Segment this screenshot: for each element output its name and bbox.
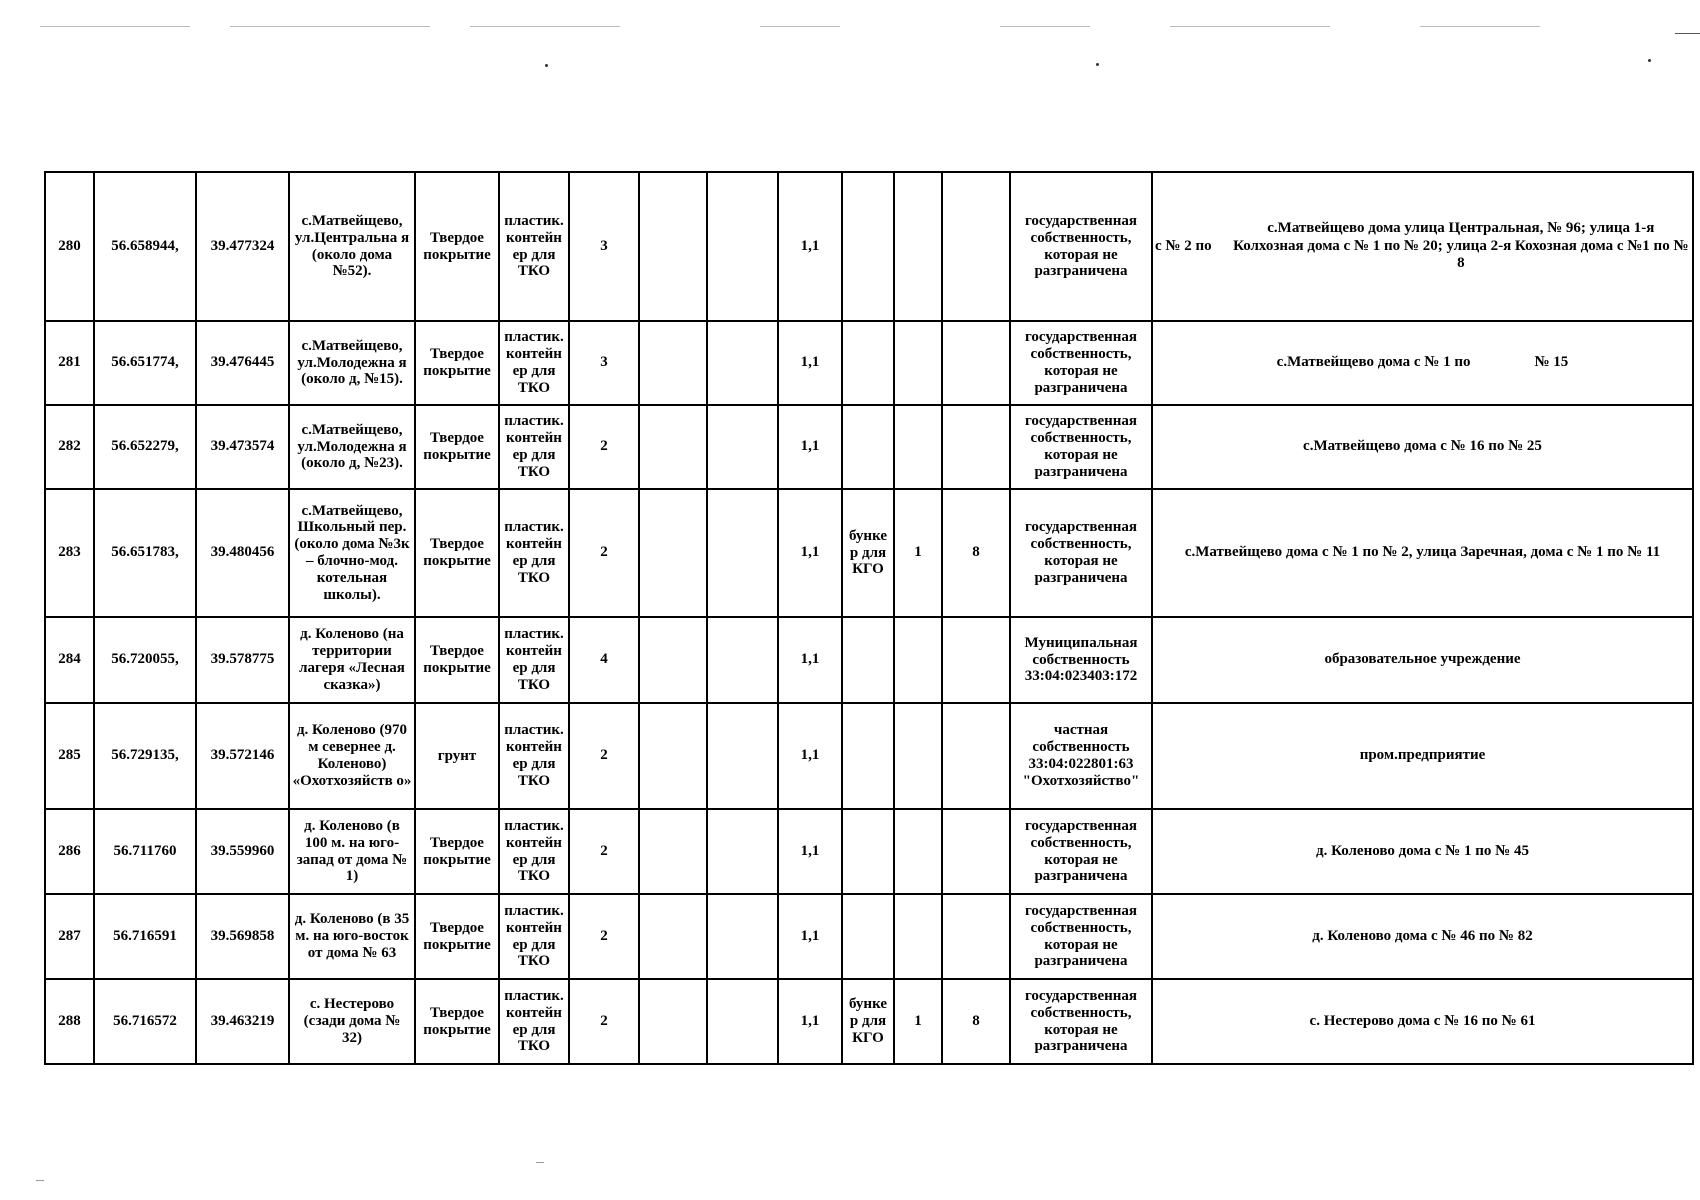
longitude: 39.569858 <box>196 894 289 979</box>
empty-cell <box>707 979 778 1064</box>
kgo-type <box>842 703 894 809</box>
surface-type: Твердое покрытие <box>415 617 499 703</box>
latitude: 56.716591 <box>94 894 196 979</box>
longitude: 39.473574 <box>196 405 289 489</box>
ownership: государственная собственность, которая не разграничена <box>1010 809 1152 894</box>
kgo-count <box>894 809 942 894</box>
table-row <box>45 894 1693 979</box>
kgo-volume <box>942 809 1010 894</box>
served-objects: д. Коленово дома с № 46 по № 82 <box>1152 894 1693 979</box>
scan-artifact <box>40 26 190 27</box>
site-address: с.Матвейщево, ул.Молодежна я (около д, №23). <box>289 405 415 489</box>
table-row <box>45 809 1693 894</box>
surface-type: Твердое покрытие <box>415 489 499 617</box>
container-count: 4 <box>569 617 639 703</box>
ownership: государственная собственность, которая не разграничена <box>1010 979 1152 1064</box>
kgo-volume: 8 <box>942 489 1010 617</box>
longitude: 39.477324 <box>196 172 289 321</box>
row-number: 288 <box>45 979 94 1064</box>
container-type: пластик. контейн ер для ТКО <box>499 405 569 489</box>
container-count: 3 <box>569 172 639 321</box>
container-volume: 1,1 <box>778 809 842 894</box>
container-type: пластик. контейн ер для ТКО <box>499 489 569 617</box>
container-count: 2 <box>569 489 639 617</box>
table-row <box>45 489 1693 617</box>
empty-cell <box>707 321 778 405</box>
longitude: 39.578775 <box>196 617 289 703</box>
served-objects: д. Коленово дома с № 1 по № 45 <box>1152 809 1693 894</box>
row-number: 285 <box>45 703 94 809</box>
latitude: 56.651774, <box>94 321 196 405</box>
container-count: 2 <box>569 703 639 809</box>
site-address: д. Коленово (в 35 м. на юго-восток от дома № 63 <box>289 894 415 979</box>
container-count: 2 <box>569 979 639 1064</box>
row-number: 283 <box>45 489 94 617</box>
scan-artifact <box>1170 26 1330 27</box>
empty-cell <box>707 489 778 617</box>
longitude: 39.572146 <box>196 703 289 809</box>
latitude: 56.711760 <box>94 809 196 894</box>
served-text: с.Матвейщево дома улица Центральная, № 96; улица 1-я Колхозная дома с № 1 по № 20; улица 2-я Кохозная дома с №1 по № 8 <box>1233 219 1689 272</box>
container-volume: 1,1 <box>778 405 842 489</box>
kgo-type: бунке р для КГО <box>842 489 894 617</box>
waste-sites-table <box>44 171 1694 1065</box>
table-row <box>45 172 1693 321</box>
site-address: с.Матвейщево, ул.Молодежна я (около д, №15). <box>289 321 415 405</box>
empty-cell <box>707 172 778 321</box>
container-volume: 1,1 <box>778 703 842 809</box>
container-volume: 1,1 <box>778 617 842 703</box>
container-type: пластик. контейн ер для ТКО <box>499 703 569 809</box>
site-address: д. Коленово (970 м севернее д. Коленово) «Охотхозяйств о» <box>289 703 415 809</box>
kgo-volume <box>942 321 1010 405</box>
longitude: 39.476445 <box>196 321 289 405</box>
surface-type: Твердое покрытие <box>415 979 499 1064</box>
latitude: 56.716572 <box>94 979 196 1064</box>
container-count: 2 <box>569 894 639 979</box>
kgo-volume <box>942 172 1010 321</box>
kgo-type <box>842 321 894 405</box>
empty-cell <box>639 617 707 703</box>
scan-artifact <box>1420 26 1540 27</box>
ownership: государственная собственность, которая не разграничена <box>1010 172 1152 321</box>
empty-cell <box>707 617 778 703</box>
surface-type: Твердое покрытие <box>415 321 499 405</box>
ownership: государственная собственность, которая не разграничена <box>1010 405 1152 489</box>
ownership: государственная собственность, которая не разграничена <box>1010 894 1152 979</box>
site-address: с.Матвейщево, Школьный пер. (около дома №3к – блочно-мод. котельная школы). <box>289 489 415 617</box>
served-text: с.Матвейщево дома с № 1 по <box>1276 354 1471 371</box>
empty-cell <box>639 979 707 1064</box>
kgo-count <box>894 894 942 979</box>
surface-type: Твердое покрытие <box>415 809 499 894</box>
kgo-count <box>894 172 942 321</box>
scan-artifact <box>1000 26 1090 27</box>
kgo-count: 1 <box>894 489 942 617</box>
container-type: пластик. контейн ер для ТКО <box>499 617 569 703</box>
empty-cell <box>639 703 707 809</box>
kgo-volume <box>942 405 1010 489</box>
kgo-type <box>842 894 894 979</box>
row-number: 280 <box>45 172 94 321</box>
served-objects: образовательное учреждение <box>1152 617 1693 703</box>
kgo-count <box>894 405 942 489</box>
container-type: пластик. контейн ер для ТКО <box>499 894 569 979</box>
row-number: 282 <box>45 405 94 489</box>
served-objects <box>1152 172 1693 321</box>
served-objects <box>1152 321 1693 405</box>
served-prefix: с № 2 по <box>1155 237 1212 254</box>
longitude: 39.463219 <box>196 979 289 1064</box>
served-objects: с.Матвейщево дома с № 16 по № 25 <box>1152 405 1693 489</box>
kgo-type: бунке р для КГО <box>842 979 894 1064</box>
kgo-type <box>842 809 894 894</box>
site-address: с. Нестерово (сзади дома № 32) <box>289 979 415 1064</box>
empty-cell <box>639 405 707 489</box>
row-number: 287 <box>45 894 94 979</box>
container-type: пластик. контейн ер для ТКО <box>499 321 569 405</box>
surface-type: Твердое покрытие <box>415 172 499 321</box>
kgo-count <box>894 703 942 809</box>
row-number: 281 <box>45 321 94 405</box>
served-objects: с. Нестерово дома с № 16 по № 61 <box>1152 979 1693 1064</box>
kgo-count <box>894 617 942 703</box>
kgo-count <box>894 321 942 405</box>
surface-type: грунт <box>415 703 499 809</box>
empty-cell <box>639 809 707 894</box>
table-row <box>45 405 1693 489</box>
scan-artifact <box>536 1162 544 1163</box>
latitude: 56.651783, <box>94 489 196 617</box>
kgo-volume <box>942 894 1010 979</box>
row-number: 284 <box>45 617 94 703</box>
kgo-count: 1 <box>894 979 942 1064</box>
longitude: 39.559960 <box>196 809 289 894</box>
kgo-type <box>842 172 894 321</box>
container-count: 2 <box>569 809 639 894</box>
ownership: Муниципальная собственность 33:04:023403:172 <box>1010 617 1152 703</box>
container-volume: 1,1 <box>778 489 842 617</box>
empty-cell <box>707 809 778 894</box>
container-count: 3 <box>569 321 639 405</box>
container-type: пластик. контейн ер для ТКО <box>499 172 569 321</box>
empty-cell <box>707 894 778 979</box>
longitude: 39.480456 <box>196 489 289 617</box>
surface-type: Твердое покрытие <box>415 405 499 489</box>
container-volume: 1,1 <box>778 172 842 321</box>
kgo-volume <box>942 703 1010 809</box>
scan-artifact <box>1096 63 1099 66</box>
table-row <box>45 979 1693 1064</box>
latitude: 56.658944, <box>94 172 196 321</box>
empty-cell <box>639 172 707 321</box>
scan-artifact <box>545 64 548 67</box>
kgo-type <box>842 405 894 489</box>
served-text-end: № 15 <box>1534 354 1569 371</box>
table-row <box>45 617 1693 703</box>
scan-artifact <box>36 1180 44 1181</box>
empty-cell <box>639 489 707 617</box>
served-objects: пром.предприятие <box>1152 703 1693 809</box>
kgo-volume <box>942 617 1010 703</box>
site-address: с.Матвейщево, ул.Центральна я (около дома №52). <box>289 172 415 321</box>
latitude: 56.729135, <box>94 703 196 809</box>
site-address: д. Коленово (в 100 м. на юго-запад от дома № 1) <box>289 809 415 894</box>
scan-artifact <box>1675 33 1700 34</box>
empty-cell <box>639 894 707 979</box>
ownership: частная собственность 33:04:022801:63 "Охотхозяйство" <box>1010 703 1152 809</box>
latitude: 56.652279, <box>94 405 196 489</box>
empty-cell <box>707 405 778 489</box>
surface-type: Твердое покрытие <box>415 894 499 979</box>
empty-cell <box>639 321 707 405</box>
table-row <box>45 703 1693 809</box>
site-address: д. Коленово (на территории лагеря «Лесная сказка») <box>289 617 415 703</box>
container-type: пластик. контейн ер для ТКО <box>499 809 569 894</box>
kgo-volume: 8 <box>942 979 1010 1064</box>
ownership: государственная собственность, которая не разграничена <box>1010 489 1152 617</box>
scan-artifact <box>230 26 430 27</box>
container-volume: 1,1 <box>778 321 842 405</box>
empty-cell <box>707 703 778 809</box>
container-count: 2 <box>569 405 639 489</box>
row-number: 286 <box>45 809 94 894</box>
scan-artifact <box>1648 59 1651 62</box>
kgo-type <box>842 617 894 703</box>
scan-artifact <box>470 26 620 27</box>
container-volume: 1,1 <box>778 979 842 1064</box>
container-volume: 1,1 <box>778 894 842 979</box>
served-objects: с.Матвейщево дома с № 1 по № 2, улица Заречная, дома с № 1 по № 11 <box>1152 489 1693 617</box>
ownership: государственная собственность, которая не разграничена <box>1010 321 1152 405</box>
container-type: пластик. контейн ер для ТКО <box>499 979 569 1064</box>
latitude: 56.720055, <box>94 617 196 703</box>
table-row <box>45 321 1693 405</box>
scan-artifact <box>760 26 840 27</box>
